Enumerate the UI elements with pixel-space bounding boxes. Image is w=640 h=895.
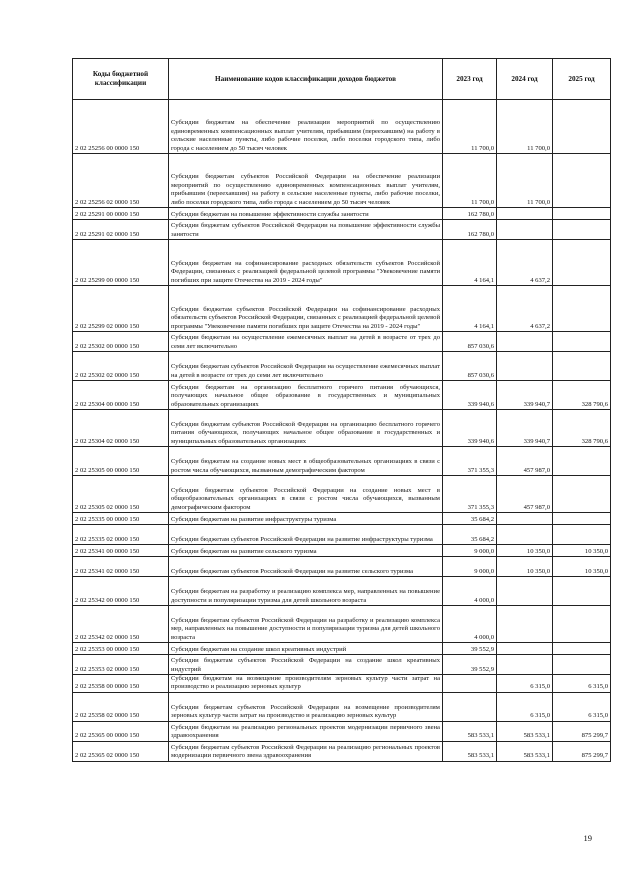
code-cell: 2 02 25305 02 0000 150 (73, 476, 169, 513)
table-row (73, 240, 611, 286)
value-2025-cell (553, 332, 611, 352)
value-2025-cell (553, 240, 611, 286)
value-2025-cell (553, 286, 611, 332)
table-row (73, 154, 611, 208)
value-2025-cell: 875 299,7 (553, 721, 611, 741)
code-cell: 2 02 25365 00 0000 150 (73, 721, 169, 741)
table-body (73, 100, 611, 762)
name-cell: Субсидии бюджетам на осуществление ежемесячных выплат на детей в возрасте от трех до семи лет включительно (169, 332, 443, 352)
code-cell: 2 02 25353 00 0000 150 (73, 643, 169, 655)
name-cell: Субсидии бюджетам субъектов Российской Федерации на развитие инфраструктуры туризма (169, 525, 443, 545)
name-cell: Субсидии бюджетам субъектов Российской Федерации на создание школ креативных индустрий (169, 655, 443, 675)
value-2023-cell: 4 164,1 (443, 240, 497, 286)
name-cell: Субсидии бюджетам на обеспечение реализации мероприятий по осуществлению единовременных компенсационных выплат учителям, прибывшим (переехавшим) на работу в сельские населенные пункты, либо рабочие поселки, либо поселки городского типа, либо города с населением до 50 тысяч человек (169, 100, 443, 154)
value-2024-cell (497, 332, 553, 352)
value-2024-cell: 339 940,7 (497, 381, 553, 410)
header-code: Коды бюджетной классификации (73, 59, 169, 100)
value-2024-cell: 10 350,0 (497, 545, 553, 557)
name-cell: Субсидии бюджетам субъектов Российской Федерации на реализацию региональных проектов модернизации первичного звена здравоохранения (169, 741, 443, 761)
name-cell: Субсидии бюджетам на развитие инфраструктуры туризма (169, 513, 443, 525)
value-2024-cell (497, 643, 553, 655)
value-2023-cell: 39 552,9 (443, 655, 497, 675)
name-cell: Субсидии бюджетам субъектов Российской Федерации на софинансирование расходных обязательств субъектов Российской Федерации, связанных с реализацией федеральной целевой программы "Увековечение памяти погибших при защите Отечества на 2019 - 2024 годы" (169, 286, 443, 332)
name-cell: Субсидии бюджетам на организацию бесплатного горячего питания обучающихся, получающих начальное общее образование в государственных и муниципальных образовательных организациях (169, 381, 443, 410)
value-2025-cell (553, 577, 611, 606)
table-row (73, 513, 611, 525)
code-cell: 2 02 25302 00 0000 150 (73, 332, 169, 352)
header-2023: 2023 год (443, 59, 497, 100)
code-cell: 2 02 25305 00 0000 150 (73, 447, 169, 476)
table-row (73, 447, 611, 476)
table-row (73, 100, 611, 154)
value-2025-cell (553, 208, 611, 220)
name-cell: Субсидии бюджетам субъектов Российской Федерации на обеспечение реализации мероприятий по осуществлению единовременных компенсационных выплат учителям, прибывшим (переехавшим) на работу в сельские населенные пункты, либо рабочие поселки, либо поселки городского типа, либо города с населением до 50 тысяч человек (169, 154, 443, 208)
code-cell: 2 02 25342 02 0000 150 (73, 606, 169, 643)
value-2023-cell: 11 700,0 (443, 154, 497, 208)
value-2025-cell: 328 790,6 (553, 410, 611, 447)
value-2024-cell: 457 987,0 (497, 476, 553, 513)
code-cell: 2 02 25299 00 0000 150 (73, 240, 169, 286)
value-2024-cell: 6 315,0 (497, 675, 553, 693)
value-2025-cell (553, 655, 611, 675)
value-2023-cell: 11 700,0 (443, 100, 497, 154)
value-2025-cell (553, 352, 611, 381)
budget-revenue-table (72, 58, 611, 762)
table-row (73, 208, 611, 220)
value-2023-cell (443, 692, 497, 721)
code-cell: 2 02 25299 02 0000 150 (73, 286, 169, 332)
name-cell: Субсидии бюджетам субъектов Российской Федерации на организацию бесплатного горячего питания обучающихся, получающих начальное общее образование в государственных и муниципальных образовательных организациях (169, 410, 443, 447)
name-cell: Субсидии бюджетам субъектов Российской Федерации на возмещение производителям зерновых культур части затрат на производство и реализацию зерновых культур (169, 692, 443, 721)
code-cell: 2 02 25291 02 0000 150 (73, 220, 169, 240)
code-cell: 2 02 25335 02 0000 150 (73, 525, 169, 545)
value-2025-cell: 328 790,6 (553, 381, 611, 410)
value-2024-cell: 10 350,0 (497, 557, 553, 577)
value-2023-cell: 162 780,0 (443, 220, 497, 240)
table-row (73, 352, 611, 381)
header-name: Наименование кодов классификации доходов бюджетов (169, 59, 443, 100)
value-2025-cell: 6 315,0 (553, 675, 611, 693)
value-2025-cell (553, 100, 611, 154)
code-cell: 2 02 25304 02 0000 150 (73, 410, 169, 447)
header-2025: 2025 год (553, 59, 611, 100)
value-2025-cell (553, 513, 611, 525)
code-cell: 2 02 25341 02 0000 150 (73, 557, 169, 577)
value-2023-cell: 9 000,0 (443, 545, 497, 557)
value-2025-cell (553, 606, 611, 643)
name-cell: Субсидии бюджетам на реализацию региональных проектов модернизации первичного звена здравоохранения (169, 721, 443, 741)
value-2025-cell (553, 476, 611, 513)
code-cell: 2 02 25365 02 0000 150 (73, 741, 169, 761)
code-cell: 2 02 25358 00 0000 150 (73, 675, 169, 693)
code-cell: 2 02 25291 00 0000 150 (73, 208, 169, 220)
code-cell: 2 02 25302 02 0000 150 (73, 352, 169, 381)
value-2025-cell: 875 299,7 (553, 741, 611, 761)
value-2024-cell: 6 315,0 (497, 692, 553, 721)
name-cell: Субсидии бюджетам на создание новых мест в общеобразовательных организациях в связи с ростом числа обучающихся, вызванным демографическим фактором (169, 447, 443, 476)
value-2024-cell: 11 700,0 (497, 100, 553, 154)
value-2024-cell (497, 208, 553, 220)
value-2024-cell (497, 525, 553, 545)
value-2025-cell: 10 350,0 (553, 545, 611, 557)
value-2023-cell: 162 780,0 (443, 208, 497, 220)
table-row (73, 557, 611, 577)
table-row (73, 381, 611, 410)
value-2024-cell (497, 513, 553, 525)
value-2023-cell: 339 940,6 (443, 381, 497, 410)
name-cell: Субсидии бюджетам на разработку и реализацию комплекса мер, направленных на повышение доступности и популяризации туризма для детей школьного возраста (169, 577, 443, 606)
code-cell: 2 02 25304 00 0000 150 (73, 381, 169, 410)
name-cell: Субсидии бюджетам на создание школ креативных индустрий (169, 643, 443, 655)
table-row (73, 741, 611, 761)
value-2025-cell: 6 315,0 (553, 692, 611, 721)
value-2025-cell (553, 525, 611, 545)
value-2023-cell: 857 030,6 (443, 352, 497, 381)
code-cell: 2 02 25358 02 0000 150 (73, 692, 169, 721)
value-2023-cell: 35 684,2 (443, 525, 497, 545)
value-2024-cell: 583 533,1 (497, 721, 553, 741)
name-cell: Субсидии бюджетам на возмещение производителям зерновых культур части затрат на производство и реализацию зерновых культур (169, 675, 443, 693)
code-cell: 2 02 25353 02 0000 150 (73, 655, 169, 675)
value-2024-cell (497, 606, 553, 643)
table-row (73, 545, 611, 557)
table-row (73, 606, 611, 643)
table-row (73, 655, 611, 675)
value-2023-cell: 39 552,9 (443, 643, 497, 655)
table-row (73, 332, 611, 352)
table-row (73, 525, 611, 545)
value-2023-cell (443, 675, 497, 693)
value-2023-cell: 4 164,1 (443, 286, 497, 332)
code-cell: 2 02 25335 00 0000 150 (73, 513, 169, 525)
code-cell: 2 02 25341 00 0000 150 (73, 545, 169, 557)
value-2025-cell (553, 154, 611, 208)
value-2023-cell: 4 000,0 (443, 577, 497, 606)
value-2023-cell: 371 355,3 (443, 476, 497, 513)
table-header-row (73, 59, 611, 100)
value-2024-cell (497, 220, 553, 240)
value-2024-cell: 583 533,1 (497, 741, 553, 761)
table-row (73, 577, 611, 606)
table-row (73, 721, 611, 741)
value-2023-cell: 583 533,1 (443, 741, 497, 761)
value-2025-cell (553, 447, 611, 476)
table-row (73, 675, 611, 693)
value-2023-cell: 857 030,6 (443, 332, 497, 352)
header-2024: 2024 год (497, 59, 553, 100)
value-2025-cell (553, 643, 611, 655)
page-number: 19 (583, 833, 592, 843)
value-2023-cell: 371 355,3 (443, 447, 497, 476)
value-2023-cell: 4 000,0 (443, 606, 497, 643)
table-row (73, 410, 611, 447)
value-2024-cell (497, 577, 553, 606)
table-row (73, 286, 611, 332)
value-2024-cell: 339 940,7 (497, 410, 553, 447)
value-2023-cell: 583 533,1 (443, 721, 497, 741)
code-cell: 2 02 25256 00 0000 150 (73, 100, 169, 154)
value-2024-cell: 11 700,0 (497, 154, 553, 208)
name-cell: Субсидии бюджетам на повышение эффективности службы занятости (169, 208, 443, 220)
table-row (73, 692, 611, 721)
value-2023-cell: 35 684,2 (443, 513, 497, 525)
table-row (73, 643, 611, 655)
name-cell: Субсидии бюджетам субъектов Российской Федерации на разработку и реализацию комплекса мер, направленных на повышение доступности и популяризации туризма для детей школьного возраста (169, 606, 443, 643)
value-2025-cell (553, 220, 611, 240)
value-2023-cell: 339 940,6 (443, 410, 497, 447)
table-row (73, 476, 611, 513)
value-2024-cell: 4 637,2 (497, 286, 553, 332)
value-2024-cell: 457 987,0 (497, 447, 553, 476)
name-cell: Субсидии бюджетам на софинансирование расходных обязательств субъектов Российской Федерации, связанных с реализацией федеральной целевой программы "Увековечение памяти погибших при защите Отечества на 2019 - 2024 годы" (169, 240, 443, 286)
value-2023-cell: 9 000,0 (443, 557, 497, 577)
table-row (73, 220, 611, 240)
name-cell: Субсидии бюджетам субъектов Российской Федерации на осуществление ежемесячных выплат на детей в возрасте от трех до семи лет включительно (169, 352, 443, 381)
value-2024-cell (497, 352, 553, 381)
name-cell: Субсидии бюджетам на развитие сельского туризма (169, 545, 443, 557)
name-cell: Субсидии бюджетам субъектов Российской Федерации на развитие сельского туризма (169, 557, 443, 577)
value-2025-cell: 10 350,0 (553, 557, 611, 577)
name-cell: Субсидии бюджетам субъектов Российской Федерации на создание новых мест в общеобразовательных организациях в связи с ростом числа обучающихся, вызванным демографическим фактором (169, 476, 443, 513)
name-cell: Субсидии бюджетам субъектов Российской Федерации на повышение эффективности службы занятости (169, 220, 443, 240)
code-cell: 2 02 25342 00 0000 150 (73, 577, 169, 606)
value-2024-cell (497, 655, 553, 675)
value-2024-cell: 4 637,2 (497, 240, 553, 286)
code-cell: 2 02 25256 02 0000 150 (73, 154, 169, 208)
